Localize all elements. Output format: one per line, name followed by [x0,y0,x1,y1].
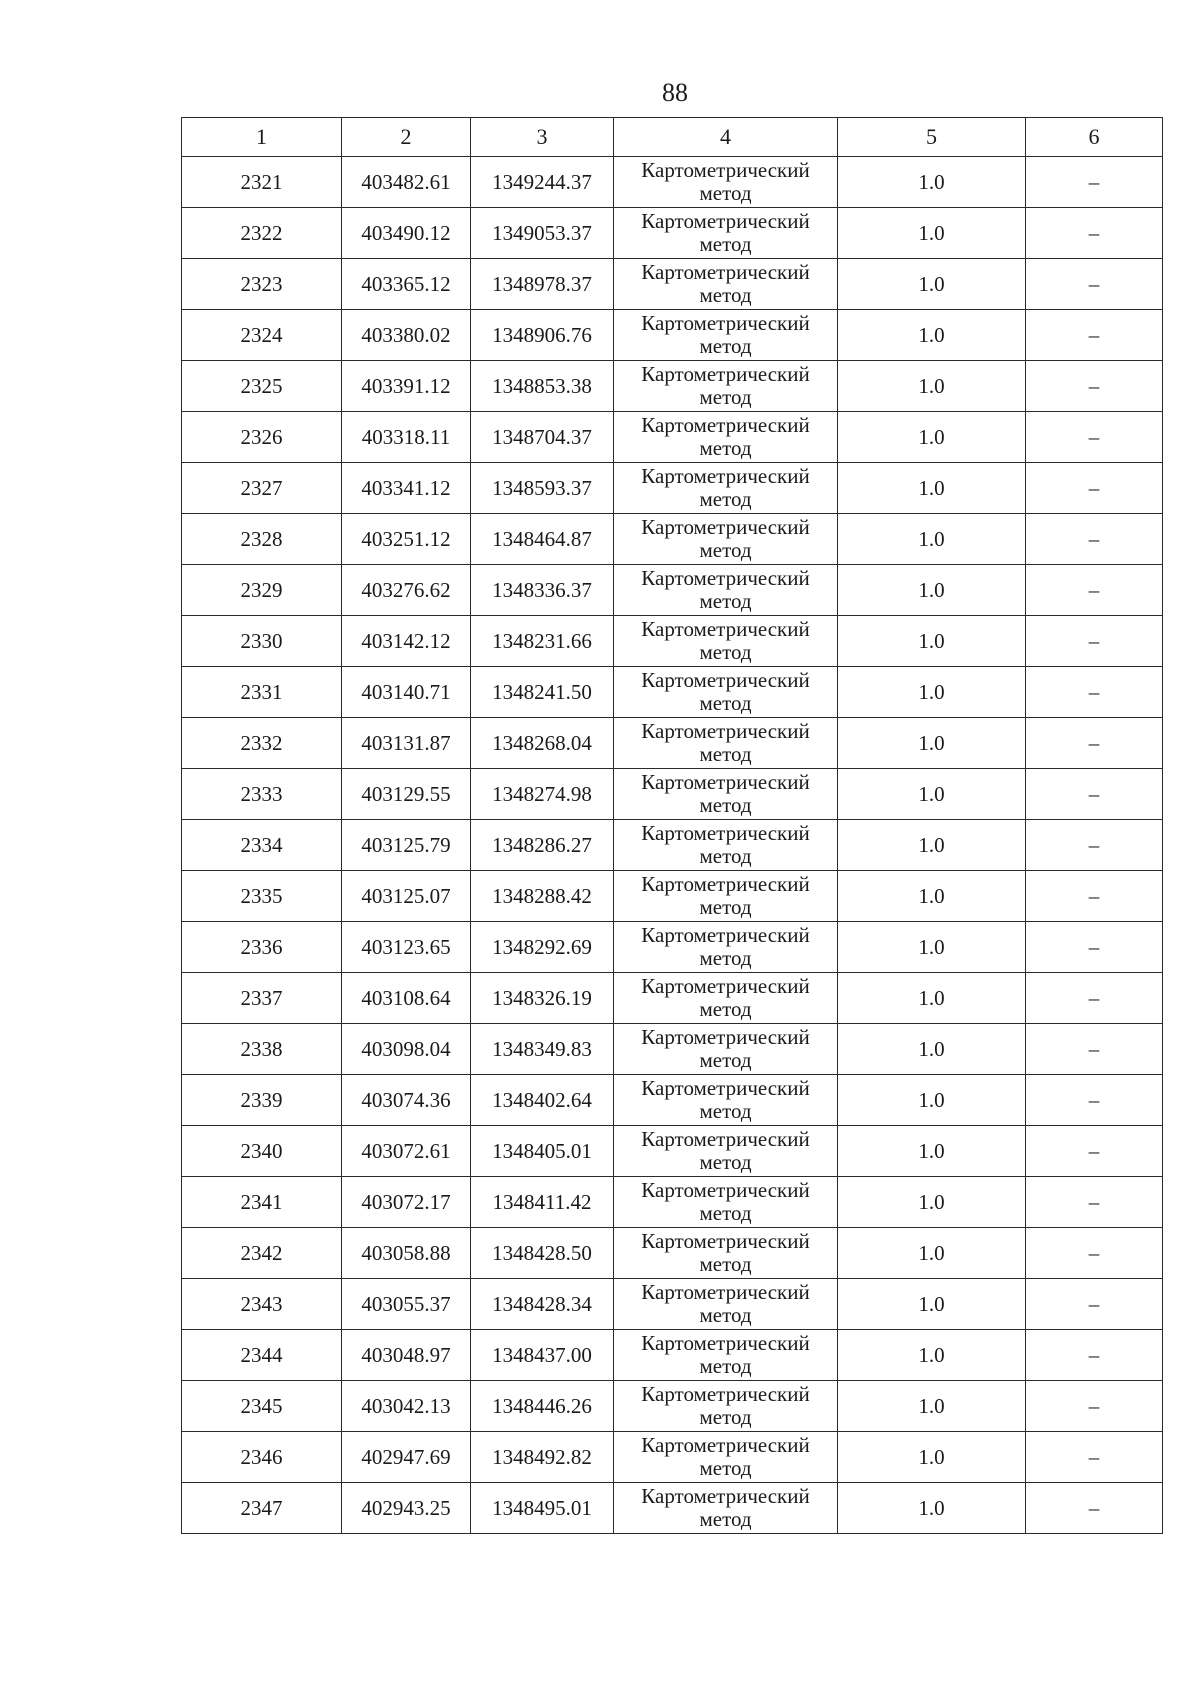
y-coordinate-cell: 1348292.69 [471,922,614,973]
point-number-cell: 2341 [182,1177,342,1228]
y-coordinate-cell: 1348288.42 [471,871,614,922]
y-coordinate-cell: 1348428.50 [471,1228,614,1279]
table-row [182,310,1163,361]
y-coordinate-cell: 1348405.01 [471,1126,614,1177]
method-line: Картометрический [641,1433,810,1457]
method-cell [614,1279,838,1330]
method-line: метод [699,181,752,205]
method-line: метод [699,436,752,460]
accuracy-cell: 1.0 [838,616,1026,667]
point-number-cell: 2338 [182,1024,342,1075]
accuracy-cell: 1.0 [838,157,1026,208]
accuracy-cell: 1.0 [838,1075,1026,1126]
method-line: метод [699,895,752,919]
note-cell: – [1026,157,1163,208]
accuracy-cell: 1.0 [838,1126,1026,1177]
y-coordinate-cell: 1348464.87 [471,514,614,565]
note-cell: – [1026,1024,1163,1075]
accuracy-cell: 1.0 [838,871,1026,922]
point-number-cell: 2335 [182,871,342,922]
method-line: метод [699,691,752,715]
x-coordinate-cell: 402943.25 [342,1483,471,1534]
point-number-cell: 2345 [182,1381,342,1432]
table-row [182,922,1163,973]
x-coordinate-cell: 403055.37 [342,1279,471,1330]
method-line: Картометрический [641,872,810,896]
method-cell [614,157,838,208]
method-line: Картометрический [641,158,810,182]
accuracy-cell: 1.0 [838,1177,1026,1228]
method-line: Картометрический [641,311,810,335]
accuracy-cell: 1.0 [838,1432,1026,1483]
x-coordinate-cell: 403129.55 [342,769,471,820]
note-cell: – [1026,1330,1163,1381]
note-cell: – [1026,769,1163,820]
x-coordinate-cell: 403276.62 [342,565,471,616]
method-line: Картометрический [641,1331,810,1355]
x-coordinate-cell: 403058.88 [342,1228,471,1279]
method-cell [614,1024,838,1075]
table-row [182,208,1163,259]
point-number-cell: 2332 [182,718,342,769]
header-cell-6: 6 [1026,118,1163,157]
table-row [182,718,1163,769]
method-line: метод [699,1048,752,1072]
point-number-cell: 2340 [182,1126,342,1177]
method-cell [614,1177,838,1228]
note-cell: – [1026,208,1163,259]
method-line: метод [699,334,752,358]
note-cell: – [1026,1432,1163,1483]
method-cell [614,616,838,667]
y-coordinate-cell: 1348402.64 [471,1075,614,1126]
accuracy-cell: 1.0 [838,412,1026,463]
table-row [182,871,1163,922]
note-cell: – [1026,973,1163,1024]
accuracy-cell: 1.0 [838,1330,1026,1381]
method-cell [614,1126,838,1177]
y-coordinate-cell: 1348274.98 [471,769,614,820]
point-number-cell: 2334 [182,820,342,871]
table-row [182,157,1163,208]
method-line: Картометрический [641,668,810,692]
y-coordinate-cell: 1348704.37 [471,412,614,463]
method-line: Картометрический [641,1484,810,1508]
note-cell: – [1026,1177,1163,1228]
table-body [182,157,1163,1534]
page-number: 88 [662,78,688,107]
method-line: метод [699,1303,752,1327]
x-coordinate-cell: 403391.12 [342,361,471,412]
accuracy-cell: 1.0 [838,1381,1026,1432]
method-line: метод [699,1252,752,1276]
method-line: метод [699,1099,752,1123]
method-line: метод [699,1150,752,1174]
x-coordinate-cell: 403131.87 [342,718,471,769]
method-line: Картометрический [641,974,810,998]
method-cell [614,259,838,310]
method-cell [614,922,838,973]
method-cell [614,973,838,1024]
x-coordinate-cell: 403108.64 [342,973,471,1024]
point-number-cell: 2329 [182,565,342,616]
y-coordinate-cell: 1348336.37 [471,565,614,616]
note-cell: – [1026,310,1163,361]
y-coordinate-cell: 1348978.37 [471,259,614,310]
table-row [182,1024,1163,1075]
method-line: Картометрический [641,209,810,233]
method-line: метод [699,283,752,307]
accuracy-cell: 1.0 [838,208,1026,259]
x-coordinate-cell: 403482.61 [342,157,471,208]
x-coordinate-cell: 402947.69 [342,1432,471,1483]
point-number-cell: 2344 [182,1330,342,1381]
method-cell [614,667,838,718]
method-line: Картометрический [641,1178,810,1202]
point-number-cell: 2330 [182,616,342,667]
accuracy-cell: 1.0 [838,1024,1026,1075]
point-number-cell: 2321 [182,157,342,208]
x-coordinate-cell: 403048.97 [342,1330,471,1381]
method-line: Картометрический [641,515,810,539]
method-line: Картометрический [641,1280,810,1304]
accuracy-cell: 1.0 [838,361,1026,412]
point-number-cell: 2336 [182,922,342,973]
x-coordinate-cell: 403072.17 [342,1177,471,1228]
point-number-cell: 2326 [182,412,342,463]
note-cell: – [1026,1279,1163,1330]
x-coordinate-cell: 403318.11 [342,412,471,463]
note-cell: – [1026,820,1163,871]
note-cell: – [1026,1381,1163,1432]
header-cell-4: 4 [614,118,838,157]
note-cell: – [1026,463,1163,514]
x-coordinate-cell: 403125.07 [342,871,471,922]
method-line: метод [699,997,752,1021]
accuracy-cell: 1.0 [838,463,1026,514]
y-coordinate-cell: 1348428.34 [471,1279,614,1330]
method-line: метод [699,742,752,766]
method-line: Картометрический [641,1025,810,1049]
note-cell: – [1026,871,1163,922]
method-cell [614,1483,838,1534]
x-coordinate-cell: 403123.65 [342,922,471,973]
y-coordinate-cell: 1348231.66 [471,616,614,667]
method-line: метод [699,232,752,256]
table-row [182,667,1163,718]
method-line: Картометрический [641,464,810,488]
method-cell [614,1075,838,1126]
note-cell: – [1026,1483,1163,1534]
method-line: Картометрический [641,1382,810,1406]
table-row [182,463,1163,514]
table-row [182,1381,1163,1432]
method-cell [614,310,838,361]
method-cell [614,820,838,871]
accuracy-cell: 1.0 [838,769,1026,820]
table-row [182,1330,1163,1381]
note-cell: – [1026,565,1163,616]
x-coordinate-cell: 403365.12 [342,259,471,310]
table-row [182,259,1163,310]
table-row [182,1432,1163,1483]
method-cell [614,871,838,922]
method-cell [614,1432,838,1483]
note-cell: – [1026,667,1163,718]
accuracy-cell: 1.0 [838,820,1026,871]
table-row [182,361,1163,412]
note-cell: – [1026,514,1163,565]
method-line: метод [699,640,752,664]
table-row [182,1126,1163,1177]
y-coordinate-cell: 1348906.76 [471,310,614,361]
table-row [182,565,1163,616]
method-cell [614,1330,838,1381]
method-cell [614,361,838,412]
point-number-cell: 2325 [182,361,342,412]
coordinates-table [181,117,1163,1534]
table-row [182,616,1163,667]
point-number-cell: 2333 [182,769,342,820]
y-coordinate-cell: 1348326.19 [471,973,614,1024]
y-coordinate-cell: 1348593.37 [471,463,614,514]
x-coordinate-cell: 403074.36 [342,1075,471,1126]
note-cell: – [1026,1228,1163,1279]
table-row [182,1075,1163,1126]
method-cell [614,565,838,616]
method-line: Картометрический [641,617,810,641]
y-coordinate-cell: 1348241.50 [471,667,614,718]
point-number-cell: 2342 [182,1228,342,1279]
table-row [182,1279,1163,1330]
x-coordinate-cell: 403341.12 [342,463,471,514]
header-cell-1: 1 [182,118,342,157]
method-line: метод [699,1456,752,1480]
x-coordinate-cell: 403072.61 [342,1126,471,1177]
method-line: метод [699,1354,752,1378]
accuracy-cell: 1.0 [838,1279,1026,1330]
point-number-cell: 2322 [182,208,342,259]
method-cell [614,208,838,259]
note-cell: – [1026,361,1163,412]
method-line: метод [699,793,752,817]
y-coordinate-cell: 1348437.00 [471,1330,614,1381]
method-line: метод [699,1201,752,1225]
table-row [182,1228,1163,1279]
accuracy-cell: 1.0 [838,259,1026,310]
header-cell-3: 3 [471,118,614,157]
accuracy-cell: 1.0 [838,718,1026,769]
note-cell: – [1026,259,1163,310]
method-line: Картометрический [641,821,810,845]
y-coordinate-cell: 1348286.27 [471,820,614,871]
method-line: метод [699,589,752,613]
x-coordinate-cell: 403380.02 [342,310,471,361]
accuracy-cell: 1.0 [838,310,1026,361]
accuracy-cell: 1.0 [838,1483,1026,1534]
y-coordinate-cell: 1348411.42 [471,1177,614,1228]
method-line: Картометрический [641,566,810,590]
point-number-cell: 2328 [182,514,342,565]
point-number-cell: 2331 [182,667,342,718]
method-cell [614,514,838,565]
y-coordinate-cell: 1349244.37 [471,157,614,208]
method-line: метод [699,487,752,511]
method-line: Картометрический [641,1076,810,1100]
x-coordinate-cell: 403251.12 [342,514,471,565]
table-row [182,1483,1163,1534]
table-row [182,820,1163,871]
note-cell: – [1026,718,1163,769]
point-number-cell: 2347 [182,1483,342,1534]
accuracy-cell: 1.0 [838,565,1026,616]
method-line: Картометрический [641,362,810,386]
method-line: Картометрический [641,413,810,437]
method-cell [614,769,838,820]
method-line: метод [699,538,752,562]
note-cell: – [1026,616,1163,667]
method-line: метод [699,946,752,970]
table-row [182,973,1163,1024]
table-row [182,769,1163,820]
method-cell [614,718,838,769]
point-number-cell: 2337 [182,973,342,1024]
method-line: метод [699,1507,752,1531]
method-cell [614,463,838,514]
x-coordinate-cell: 403098.04 [342,1024,471,1075]
y-coordinate-cell: 1348349.83 [471,1024,614,1075]
point-number-cell: 2343 [182,1279,342,1330]
point-number-cell: 2327 [182,463,342,514]
note-cell: – [1026,922,1163,973]
method-line: метод [699,844,752,868]
method-cell [614,1228,838,1279]
method-line: Картометрический [641,719,810,743]
note-cell: – [1026,1075,1163,1126]
accuracy-cell: 1.0 [838,667,1026,718]
method-line: Картометрический [641,923,810,947]
y-coordinate-cell: 1348495.01 [471,1483,614,1534]
note-cell: – [1026,1126,1163,1177]
header-row [182,118,1163,157]
x-coordinate-cell: 403490.12 [342,208,471,259]
method-line: метод [699,1405,752,1429]
y-coordinate-cell: 1349053.37 [471,208,614,259]
table-row [182,514,1163,565]
y-coordinate-cell: 1348853.38 [471,361,614,412]
method-cell [614,1381,838,1432]
x-coordinate-cell: 403140.71 [342,667,471,718]
x-coordinate-cell: 403042.13 [342,1381,471,1432]
method-line: метод [699,385,752,409]
point-number-cell: 2346 [182,1432,342,1483]
table-row [182,412,1163,463]
note-cell: – [1026,412,1163,463]
y-coordinate-cell: 1348492.82 [471,1432,614,1483]
header-cell-5: 5 [838,118,1026,157]
accuracy-cell: 1.0 [838,922,1026,973]
point-number-cell: 2324 [182,310,342,361]
header-cell-2: 2 [342,118,471,157]
x-coordinate-cell: 403142.12 [342,616,471,667]
y-coordinate-cell: 1348268.04 [471,718,614,769]
x-coordinate-cell: 403125.79 [342,820,471,871]
method-cell [614,412,838,463]
table-row [182,1177,1163,1228]
method-line: Картометрический [641,1229,810,1253]
y-coordinate-cell: 1348446.26 [471,1381,614,1432]
accuracy-cell: 1.0 [838,973,1026,1024]
accuracy-cell: 1.0 [838,1228,1026,1279]
accuracy-cell: 1.0 [838,514,1026,565]
method-line: Картометрический [641,260,810,284]
point-number-cell: 2339 [182,1075,342,1126]
method-line: Картометрический [641,770,810,794]
method-line: Картометрический [641,1127,810,1151]
point-number-cell: 2323 [182,259,342,310]
